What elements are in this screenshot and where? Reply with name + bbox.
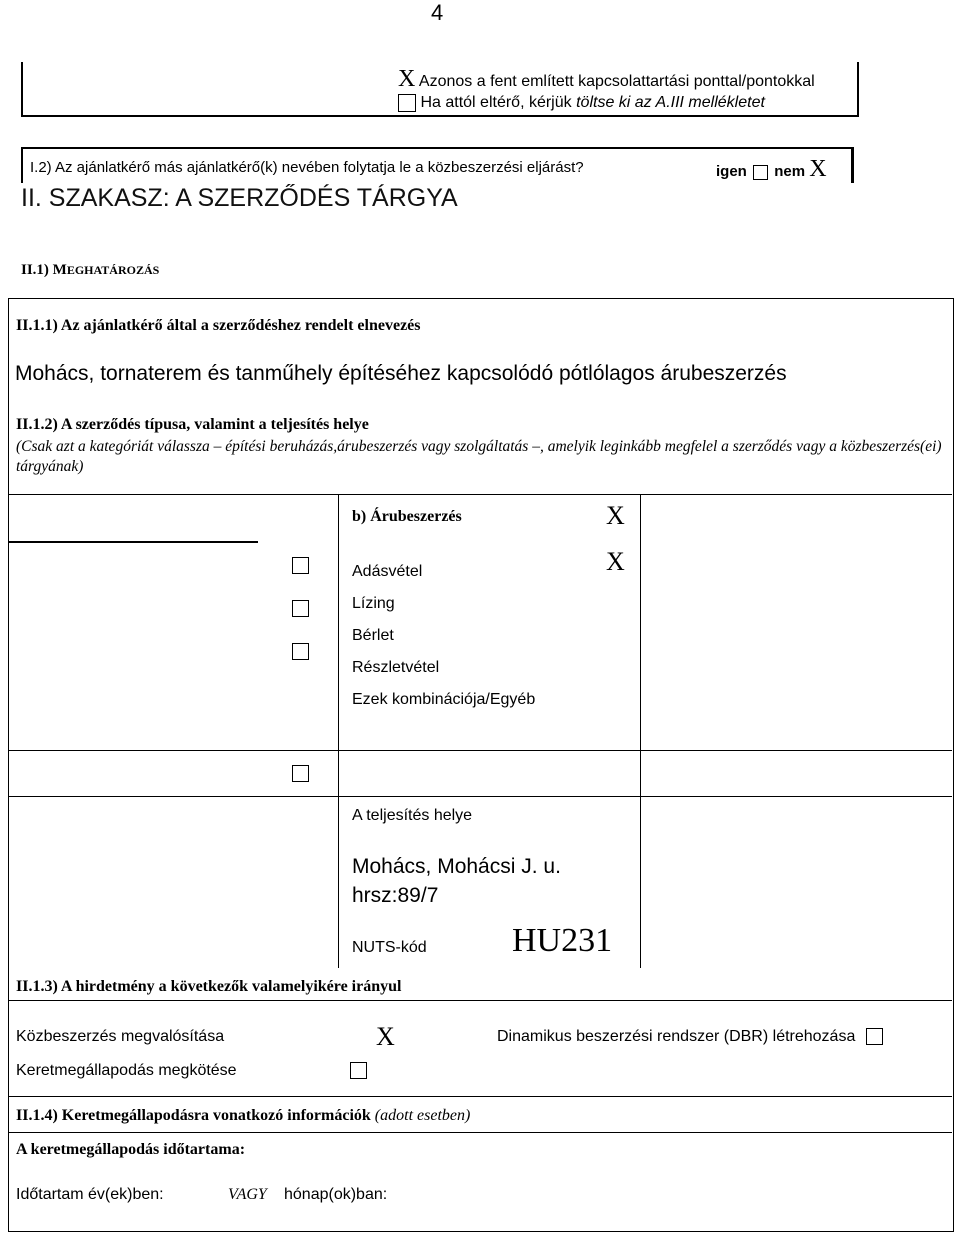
option-berlet: Bérlet [352,627,394,644]
yes-label: igen [716,163,747,180]
yes-checkbox[interactable] [753,165,768,180]
supply-heading: b) Árubeszerzés [352,508,462,525]
duration-label: A keretmegállapodás időtartama: [16,1141,246,1158]
option-kombinacio: Ezek kombinációja/Egyéb [352,691,536,708]
contact-other-option [398,94,765,112]
ii111-label: II.1.1) Az ajánlatkérő által a szerződéshez rendelt elnevezés [16,317,421,334]
ii113-opt2 [497,1028,883,1046]
x-mark: X [398,66,416,92]
ii112-note: (Csak azt a kategóriát válassza – építési beruházás,árubeszerzés vagy szolgáltatás –, amelyik leginkább megfelel a szerződés vagy a közbeszerzés(ei) tárgyának) [16,438,942,475]
option-adasvetel: Adásvétel [352,563,423,580]
months-label: hónap(ok)ban: [284,1186,388,1203]
years-label: Időtartam év(ek)ben: [16,1186,164,1203]
place-value-line1: Mohács, Mohácsi J. u. [352,855,561,878]
ii113-opt1: Közbeszerzés megvalósítása [16,1028,225,1045]
place-value [352,852,561,910]
supply-x-mark: X [606,501,625,530]
page-number: 4 [431,0,444,25]
option-lizing: Lízing [352,595,395,612]
option-checkbox-4[interactable] [292,765,309,782]
ii113-label: II.1.3) A hirdetmény a következők valamelyikére irányul [16,978,402,995]
contact-same-option [398,66,815,93]
ii113-opt3: Keretmegállapodás megkötése [16,1062,237,1079]
subtitle-rest: EGHATÁROZÁS [66,263,160,277]
or-label: VAGY [228,1186,267,1203]
subtitle-prefix: II.1) M [21,262,67,278]
ii113-opt1-x-mark: X [376,1022,395,1051]
framework-checkbox[interactable] [350,1062,367,1079]
no-label: nem [774,163,806,180]
i2-answers [716,156,827,183]
no-x-mark: X [809,156,827,182]
section-subtitle [21,262,159,279]
nuts-value: HU231 [512,922,613,959]
ii114-heading [16,1107,470,1125]
place-value-line2: hrsz:89/7 [352,884,439,907]
option-checkbox-2[interactable] [292,600,309,617]
ii113-opt2-label: Dinamikus beszerzési rendszer (DBR) létrehozása [497,1028,856,1045]
contact-other-text-b: töltse ki az A.III mellékletet [576,94,765,112]
option-checkbox-1[interactable] [292,557,309,574]
option-checkbox-3[interactable] [292,643,309,660]
place-label: A teljesítés helye [352,807,473,824]
contact-other-text-a: Ha attól eltérő, kérjük [420,94,572,112]
nuts-label: NUTS-kód [352,939,427,956]
option-x-mark: X [606,547,625,576]
ii112-label: II.1.2) A szerződés típusa, valamint a teljesítés helye [16,416,369,433]
contact-other-checkbox[interactable] [398,94,416,112]
contact-same-text: Azonos a fent említett kapcsolattartási ponttal/pontokkal [418,73,815,90]
ii111-value: Mohács, tornaterem és tanműhely építéséhez kapcsolódó pótlólagos árubeszerzés [15,362,787,385]
option-list [352,556,535,716]
section-title: II. SZAKASZ: A SZERZŐDÉS TÁRGYA [21,184,458,212]
ii114-note: (adott esetben) [374,1107,471,1124]
i2-question: I.2) Az ajánlatkérő más ajánlatkérő(k) nevében folytatja le a közbeszerzési eljárást? [30,159,584,176]
option-reszletvetel: Részletvétel [352,659,440,676]
ii114-label: II.1.4) Keretmegállapodásra vonatkozó információk [16,1107,371,1124]
dbr-checkbox[interactable] [866,1028,883,1045]
